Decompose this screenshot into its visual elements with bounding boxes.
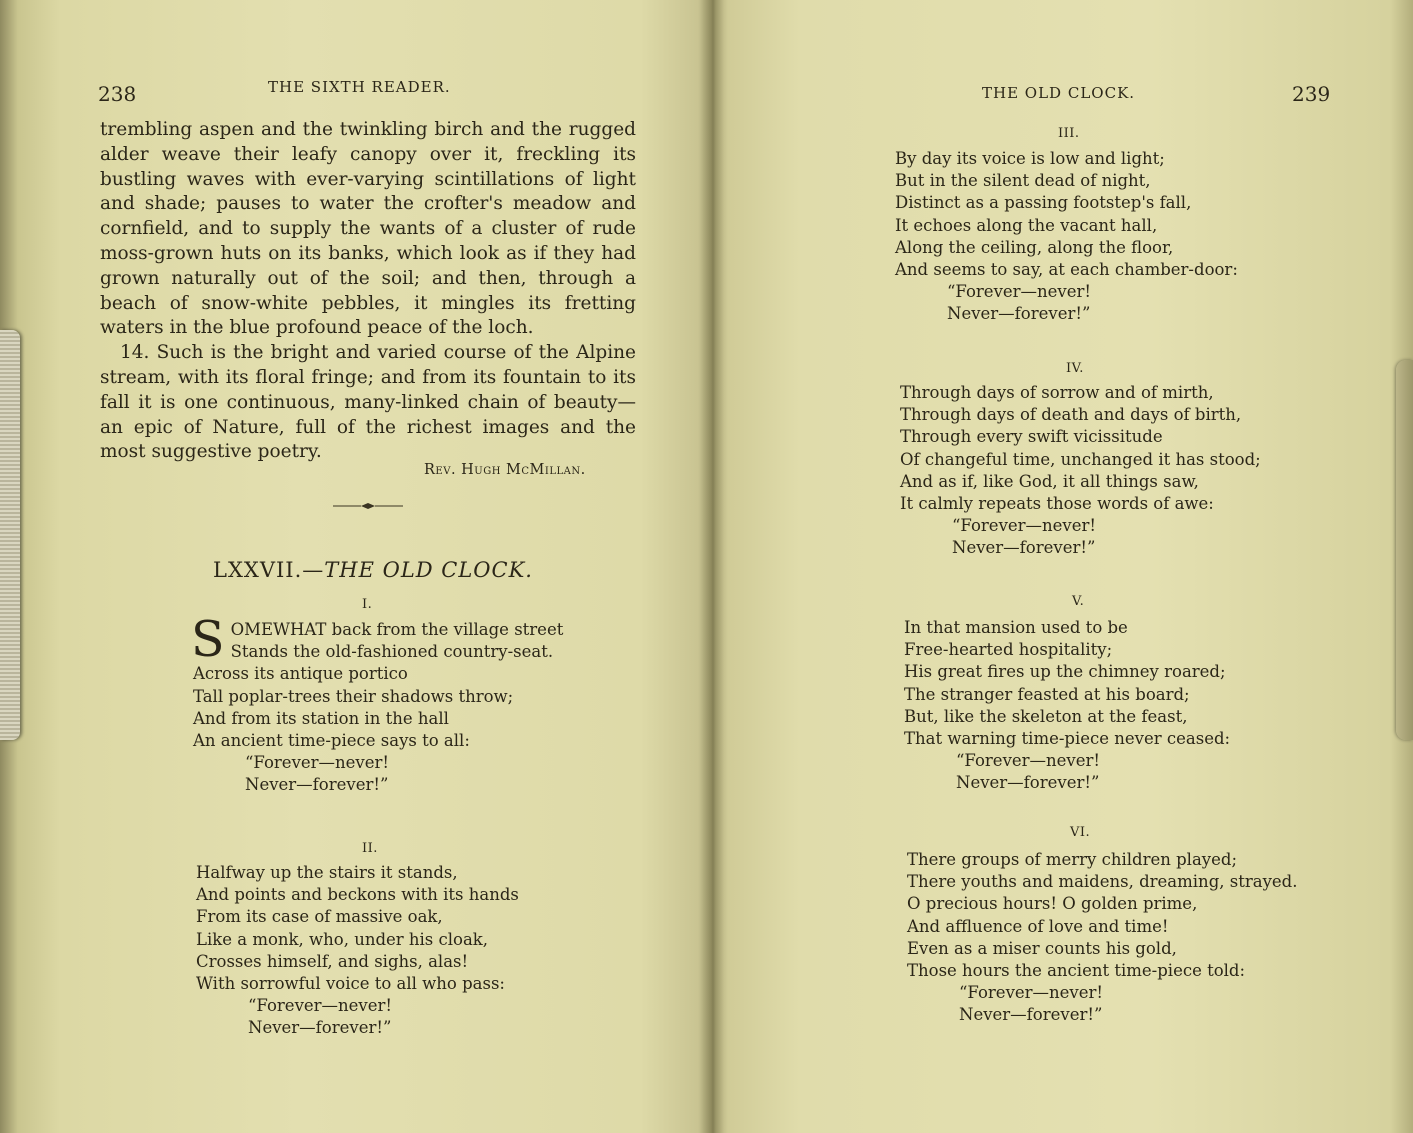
stanza-3-line: Distinct as a passing footstep's fall, (895, 193, 1192, 213)
paragraph-14: 14. Such is the bright and varied course of the Alpine stream, with its floral fringe; and from its fountain to its fall it is one continuous, many-linked chain of beauty—an epic of Nature, full of the richest images and the most suggestive poetry. (100, 342, 636, 463)
stanza-1-line: An ancient time-piece says to all: (193, 731, 470, 751)
stanza-4-refrain: Never—forever!” (952, 538, 1096, 558)
stanza-6-line: Even as a miser counts his gold, (907, 938, 1177, 958)
stanza-2-refrain: “Forever—never! (248, 996, 393, 1016)
prose-block (100, 118, 636, 465)
stanza-5-line: In that mansion used to be (904, 618, 1128, 637)
stanza-3 (895, 148, 1238, 326)
stanza-6-numeral: VI. (1070, 825, 1091, 840)
stanza-5-line: His great fires up the chimney roared; (904, 662, 1226, 682)
stanza-3-numeral: III. (1058, 126, 1080, 141)
drop-cap-letter: S (191, 611, 225, 668)
stanza-3-line: But in the silent dead of night, (895, 171, 1151, 191)
stanza-3-refrain: Never—forever!” (947, 304, 1091, 324)
right-page-edge-tab (1396, 360, 1413, 740)
stanza-1-line: And from its station in the hall (193, 708, 449, 728)
stanza-6-line: O precious hours! O golden prime, (907, 894, 1198, 914)
paragraph-continued: trembling aspen and the twinkling birch and the rugged alder weave their leafy canopy over it, freckling its bustling waves with ever-varying scintillations of light and shade; pauses to water the crofter's meadow and cornfield, and to supply the wants of a cluster of rude moss-grown huts on its banks, which look as if they had grown naturally out of the soil; and then, through a beach of snow-white pebbles, it mingles its fretting waters in the blue profound peace of the loch. (100, 119, 636, 339)
stanza-3-line: Along the ceiling, along the floor, (895, 237, 1174, 257)
stanza-2 (196, 862, 519, 1040)
stanza-4-line: And as if, like God, it all things saw, (900, 471, 1199, 491)
lesson-number: LXXVII.— (213, 558, 325, 582)
stanza-2-line: Crosses himself, and sighs, alas! (196, 951, 469, 971)
left-running-head: THE SIXTH READER. (268, 78, 451, 96)
stanza-6 (907, 849, 1297, 1027)
stanza-4-line: It calmly repeats those words of awe: (900, 494, 1214, 514)
stanza-5-refrain: “Forever—never! (956, 751, 1101, 771)
stanza-1-line: Across its antique portico (193, 664, 408, 684)
stanza-3-line: It echoes along the vacant hall, (895, 215, 1158, 235)
stanza-1-line: Stands the old-fashioned country-seat. (230, 642, 554, 662)
stanza-3-line: By day its voice is low and light; (895, 149, 1165, 168)
author-credit: Rev. Hugh McMillan. (424, 462, 586, 478)
left-page-edge-tab (0, 330, 20, 740)
stanza-4-line: Through days of death and days of birth, (900, 405, 1242, 425)
stanza-1 (191, 611, 564, 797)
stanza-1-refrain: “Forever—never! (245, 753, 390, 773)
stanza-1-line-first: OMEWHAT back from the village street (230, 620, 564, 639)
stanza-4 (900, 382, 1261, 560)
stanza-4-numeral: IV. (1066, 361, 1084, 376)
stanza-4-refrain: “Forever—never! (952, 516, 1097, 536)
stanza-1-line: Tall poplar-trees their shadows throw; (193, 686, 514, 706)
stanza-6-line: And affluence of love and time! (907, 916, 1169, 936)
stanza-6-refrain: “Forever—never! (959, 983, 1104, 1003)
stanza-5-numeral: V. (1072, 594, 1085, 609)
stanza-6-line: There groups of merry children played; (907, 850, 1238, 869)
stanza-1-numeral: I. (362, 597, 373, 612)
stanza-2-numeral: II. (362, 841, 378, 856)
stanza-6-line: There youths and maidens, dreaming, strayed. (907, 872, 1298, 892)
stanza-5-line: The stranger feasted at his board; (904, 684, 1190, 704)
stanza-1-refrain: Never—forever!” (245, 775, 389, 795)
stanza-4-line: Through days of sorrow and of mirth, (900, 383, 1214, 402)
stanza-3-refrain: “Forever—never! (947, 282, 1092, 302)
stanza-2-line: Like a monk, who, under his cloak, (196, 929, 489, 949)
stanza-4-line: Through every swift vicissitude (900, 427, 1163, 447)
lesson-title (213, 558, 533, 582)
book-gutter (698, 0, 728, 1133)
lesson-name: THE OLD CLOCK. (324, 558, 533, 582)
stanza-3-line: And seems to say, at each chamber-door: (895, 260, 1238, 280)
stanza-5-line: That warning time-piece never ceased: (904, 729, 1231, 749)
stanza-2-line: With sorrowful voice to all who pass: (196, 974, 505, 994)
stanza-4-line: Of changeful time, unchanged it has stood; (900, 449, 1261, 469)
stanza-2-line: And points and beckons with its hands (196, 885, 519, 905)
stanza-5-line: But, like the skeleton at the feast, (904, 706, 1188, 726)
section-divider-ornament (333, 500, 403, 512)
stanza-2-line: From its case of massive oak, (196, 907, 443, 927)
right-page-number: 239 (1292, 82, 1331, 106)
stanza-5 (904, 617, 1230, 795)
left-page-number: 238 (98, 82, 137, 106)
stanza-5-line: Free-hearted hospitality; (904, 640, 1113, 660)
stanza-6-line: Those hours the ancient time-piece told: (907, 961, 1246, 981)
stanza-2-line: Halfway up the stairs it stands, (196, 863, 458, 882)
right-running-head: THE OLD CLOCK. (982, 84, 1136, 102)
stanza-6-refrain: Never—forever!” (959, 1005, 1103, 1025)
stanza-2-refrain: Never—forever!” (248, 1018, 392, 1038)
stanza-5-refrain: Never—forever!” (956, 773, 1100, 793)
